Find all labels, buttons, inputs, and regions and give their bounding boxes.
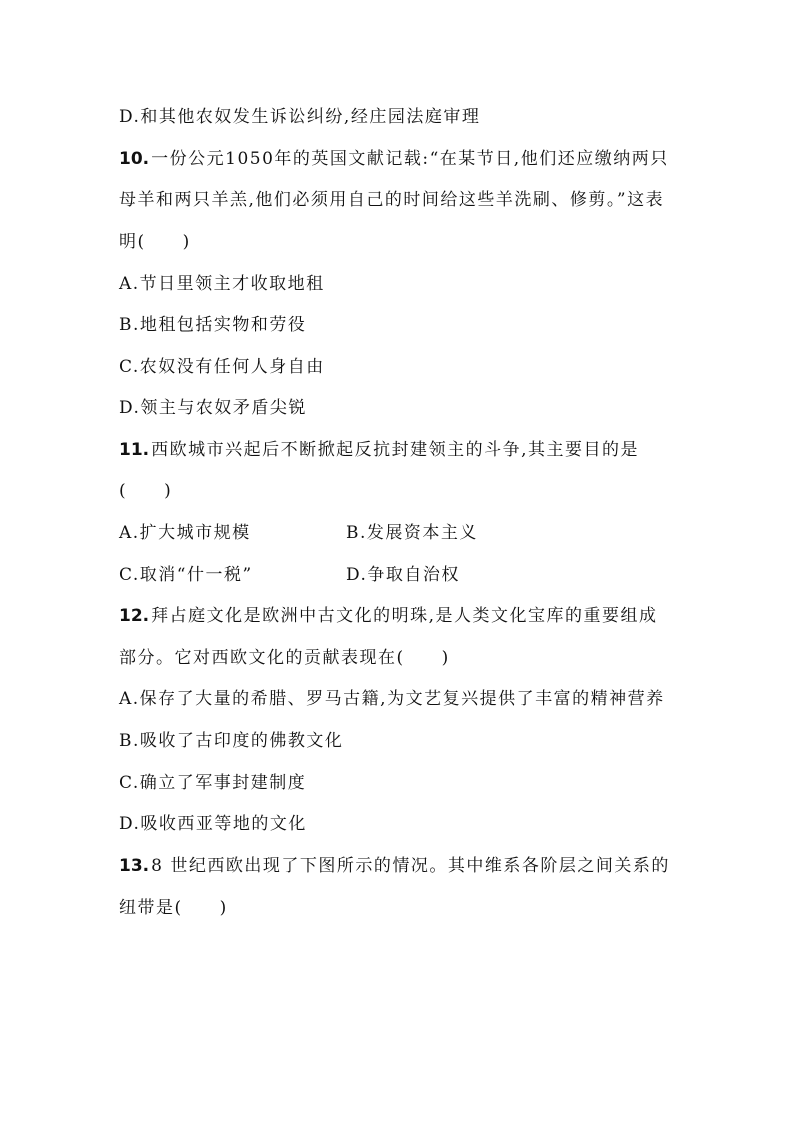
q12-stem-line-2: 部分。它对西欧文化的贡献表现在( )	[119, 648, 450, 668]
q11-stem-line-2: ( )	[119, 481, 173, 501]
q11-options-row-1	[119, 521, 478, 545]
q10-option-a: A.节日里领主才收取地租	[119, 274, 325, 294]
q13-number: 13.	[119, 856, 150, 876]
q12-stem-text-1: 拜占庭文化是欧洲中古文化的明珠,是人类文化宝库的重要组成	[151, 606, 658, 626]
q10-option-b: B.地租包括实物和劳役	[119, 315, 307, 335]
q10-stem-line-1	[119, 147, 669, 171]
q11-option-a: A.扩大城市规模	[119, 523, 251, 543]
q9-option-d: D.和其他农奴发生诉讼纠纷,经庄园法庭审理	[119, 107, 481, 127]
q13-stem-text-1: 8 世纪西欧出现了下图所示的情况。其中维系各阶层之间关系的	[151, 856, 670, 876]
q13-stem-line-1	[119, 854, 670, 878]
q10-stem-text-1: 一份公元1050年的英国文献记载:“在某节日,他们还应缴纳两只	[151, 149, 669, 169]
q12-option-d: D.吸收西亚等地的文化	[119, 814, 307, 834]
q13-stem-line-2: 纽带是( )	[119, 898, 228, 918]
q12-stem-line-1	[119, 604, 658, 628]
q12-option-c: C.确立了军事封建制度	[119, 773, 307, 793]
q11-option-c: C.取消“什一税”	[119, 565, 253, 585]
q11-option-b: B.发展资本主义	[346, 523, 478, 543]
q11-option-d: D.争取自治权	[346, 565, 460, 585]
q12-option-a: A.保存了大量的希腊、罗马古籍,为文艺复兴提供了丰富的精神营养	[119, 689, 665, 709]
q11-options-row-2	[119, 563, 460, 587]
q11-number: 11.	[119, 440, 150, 460]
q10-option-d: D.领主与农奴矛盾尖锐	[119, 398, 307, 418]
q10-number: 10.	[119, 149, 150, 169]
q12-number: 12.	[119, 606, 150, 626]
q11-stem-text-1: 西欧城市兴起后不断掀起反抗封建领主的斗争,其主要目的是	[151, 440, 640, 460]
q10-option-c: C.农奴没有任何人身自由	[119, 357, 325, 377]
q12-option-b: B.吸收了古印度的佛教文化	[119, 731, 344, 751]
q10-stem-line-2: 母羊和两只羊羔,他们必须用自己的时间给这些羊洗刷、修剪。”这表	[119, 190, 665, 210]
q10-stem-line-3: 明( )	[119, 232, 191, 252]
q11-stem-line-1	[119, 438, 639, 462]
